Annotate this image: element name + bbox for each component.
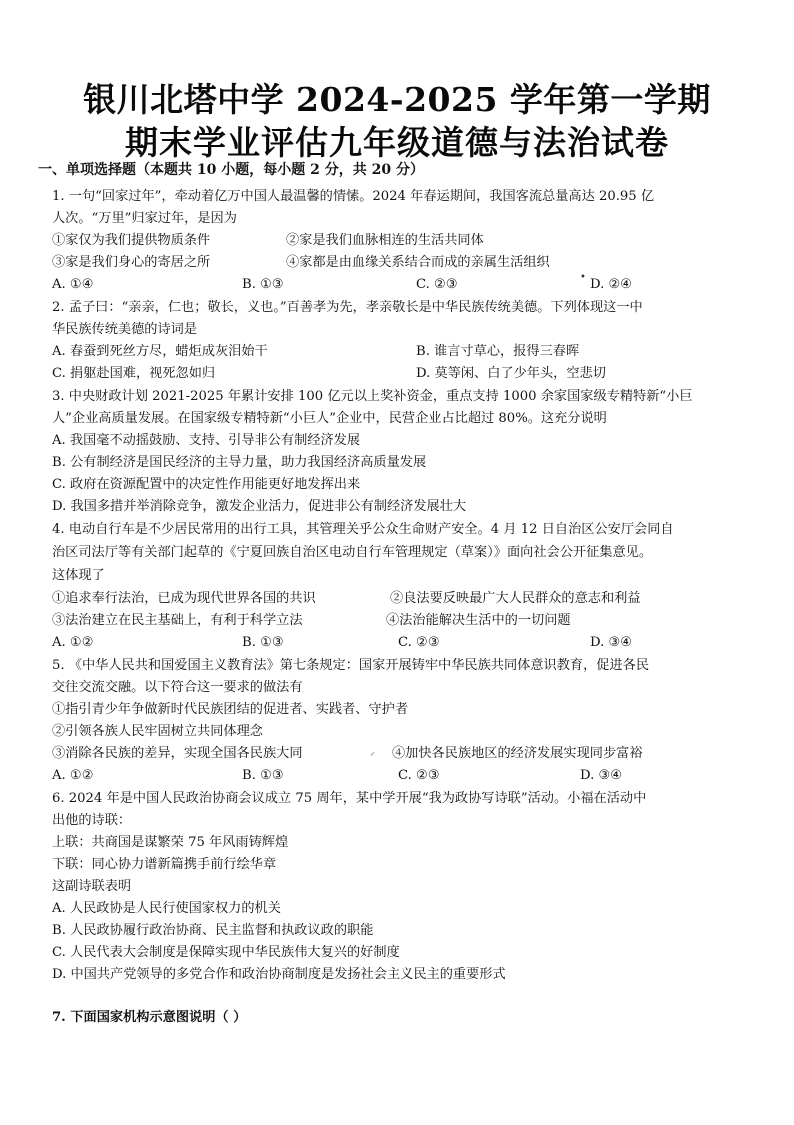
q2-option-c: C. 捐躯赴国难，视死忽如归 xyxy=(52,366,216,381)
q2-stem-line1: 2. 孟子曰：“亲亲，仁也；敬长，义也。”百善孝为先，孝亲敬长是中华民族传统美德。下列体现这一中 xyxy=(52,300,643,315)
q1-statement-2: ②家是我们血脉相连的生活共同体 xyxy=(286,233,484,248)
q1-statement-4: ④家都是由血缘关系结合而成的亲属生活组织 xyxy=(286,255,550,270)
q4-option-d: D. ③④ xyxy=(590,635,633,650)
q6-stem-line2: 出他的诗联： xyxy=(52,813,132,828)
q2-stem-line2: 华民族传统美德的诗词是 xyxy=(52,322,198,337)
q6-stem-line1: 6. 2024 年是中国人民政治协商会议成立 75 周年，某中学开展“我为政协写诗联”活动。小福在活动中 xyxy=(52,791,647,806)
q1-stem-line2: 人次。“万里”归家过年，是因为 xyxy=(52,211,237,226)
q4-stem-line1: 4. 电动自行车是不少居民常用的出行工具，其管理关乎公众生命财产安全。4 月 12 日自治区公安厅会同自 xyxy=(52,522,674,537)
q5-statement-4: ④加快各民族地区的经济发展实现同步富裕 xyxy=(392,746,643,761)
exam-title-line1: 银川北塔中学 2024-2025 学年第一学期 xyxy=(83,80,711,119)
q4-option-c: C. ②③ xyxy=(398,635,440,650)
q5-statement-3: ③消除各民族的差异，实现全国各民族大同 xyxy=(52,746,303,761)
q4-option-a: A. ①② xyxy=(52,635,94,650)
q5-stem-line2: 交往交流交融。以下符合这一要求的做法有 xyxy=(52,680,303,695)
q1-stem-line1: 1. 一句“回家过年”，牵动着亿万中国人最温馨的情愫。2024 年春运期间，我国客流总量高达 20.95 亿 xyxy=(52,189,655,204)
q4-stem-line2: 治区司法厅等有关部门起草的《宁夏回族自治区电动自行车管理规定（草案）》面向社会公开征集意见。 xyxy=(52,545,653,560)
q5-statement-1: ①指引青少年争做新时代民族团结的促进者、实践者、守护者 xyxy=(52,702,409,717)
q3-option-a: A. 我国毫不动摇鼓励、支持、引导非公有制经济发展 xyxy=(52,433,361,448)
q1-statement-3: ③家是我们身心的寄居之所 xyxy=(52,255,211,270)
q6-option-a: A. 人民政协是人民行使国家权力的机关 xyxy=(52,901,281,916)
q6-option-c: C. 人民代表大会制度是保障实现中华民族伟大复兴的好制度 xyxy=(52,945,400,960)
q6-couplet-upper: 上联：共商国是谋繁荣 75 年风雨铸辉煌 xyxy=(52,835,289,850)
q3-option-d: D. 我国多措并举消除竞争，激发企业活力，促进非公有制经济发展壮大 xyxy=(52,499,467,514)
q1-option-a: A. ①④ xyxy=(52,277,94,292)
q3-stem-line2: 人”企业高质量发展。在国家级专精特新“小巨人”企业中，民营企业占比超过 80%。这充分说明 xyxy=(52,411,607,426)
q4-statement-1: ①追求奉行法治，已成为现代世界各国的共识 xyxy=(52,591,316,606)
q4-statement-3: ③法治建立在民主基础上，有利于科学立法 xyxy=(52,613,303,628)
q5-option-c: C. ②③ xyxy=(398,768,440,783)
q4-option-b: B. ①③ xyxy=(242,635,284,650)
q1-option-d: D. ②④ xyxy=(590,277,633,292)
q6-couplet-lower: 下联：同心协力谱新篇携手前行绘华章 xyxy=(52,857,277,872)
q3-stem-line1: 3. 中央财政计划 2021-2025 年累计安排 100 亿元以上奖补资金，重点支持 1000 余家国家级专精特新“小巨 xyxy=(52,389,693,404)
q2-option-a: A. 春蚕到死丝方尽，蜡炬成灰泪始干 xyxy=(52,344,268,359)
q5-option-b: B. ①③ xyxy=(242,768,284,783)
q4-statement-2: ②良法要反映最广大人民群众的意志和利益 xyxy=(390,591,641,606)
q1-statement-1: ①家仅为我们提供物质条件 xyxy=(52,233,211,248)
q6-stem-line3: 这副诗联表明 xyxy=(52,879,132,894)
q3-option-c: C. 政府在资源配置中的决定性作用能更好地发挥出来 xyxy=(52,477,361,492)
exam-title-line2: 期末学业评估九年级道德与法治试卷 xyxy=(125,123,669,162)
q5-statement-2: ②引领各族人民牢固树立共同体理念 xyxy=(52,724,263,739)
q5-option-d: D. ③④ xyxy=(580,768,623,783)
q2-option-b: B. 谁言寸草心，报得三春晖 xyxy=(416,344,580,359)
q4-statement-4: ④法治能解决生活中的一切问题 xyxy=(386,613,571,628)
section-heading: 一、单项选择题（本题共 10 小题，每小题 2 分，共 20 分） xyxy=(38,162,424,178)
q5-option-a: A. ①② xyxy=(52,768,94,783)
q6-option-b: B. 人民政协履行政治协商、民主监督和执政议政的职能 xyxy=(52,923,374,938)
stray-tick: ⸝ xyxy=(370,747,375,758)
stray-mark: • xyxy=(580,272,586,283)
q7-stem: 7. 下面国家机构示意图说明（ ） xyxy=(52,1010,247,1025)
q5-stem-line1: 5. 《中华人民共和国爱国主义教育法》第七条规定：国家开展铸牢中华民族共同体意识教育，促进各民 xyxy=(52,658,650,673)
q3-option-b: B. 公有制经济是国民经济的主导力量，助力我国经济高质量发展 xyxy=(52,455,427,470)
q2-option-d: D. 莫等闲、白了少年头，空悲切 xyxy=(416,366,606,381)
q4-stem-line3: 这体现了 xyxy=(52,568,105,583)
q6-option-d: D. 中国共产党领导的多党合作和政治协商制度是发扬社会主义民主的重要形式 xyxy=(52,967,506,982)
q1-option-c: C. ②③ xyxy=(416,277,458,292)
q1-option-b: B. ①③ xyxy=(242,277,284,292)
